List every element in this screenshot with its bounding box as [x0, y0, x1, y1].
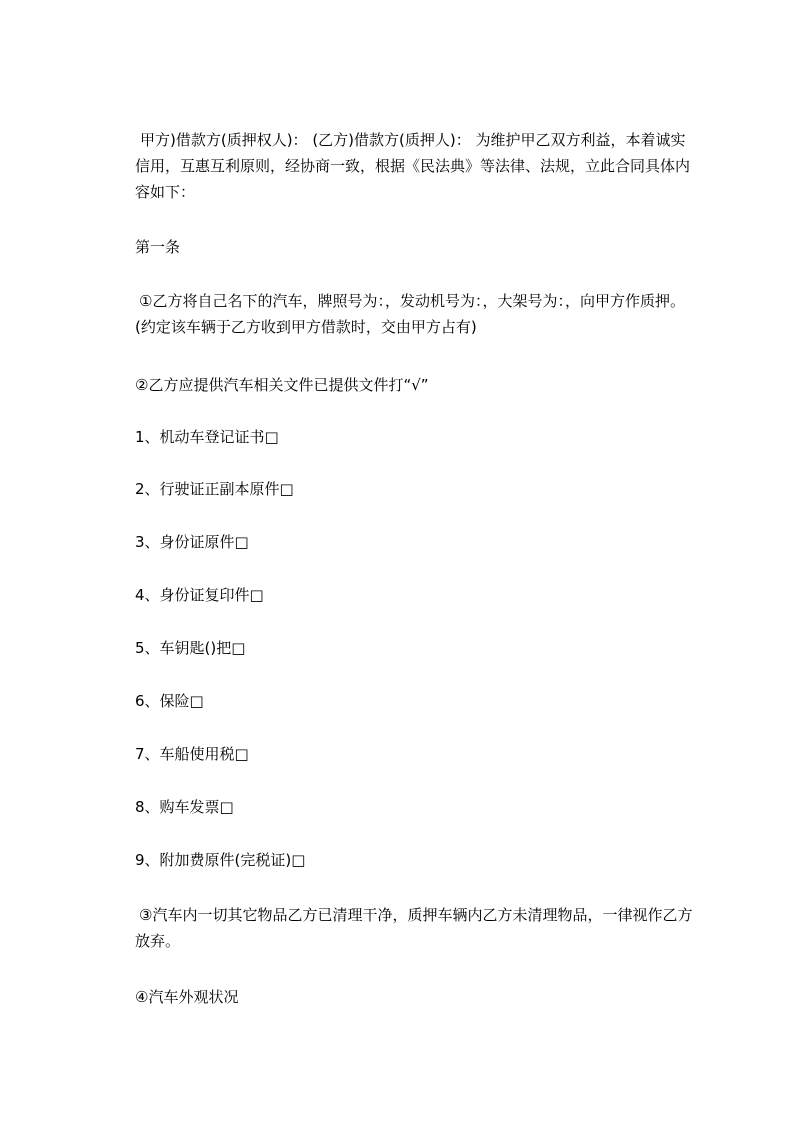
- item-8: 8、购车发票□: [135, 798, 234, 816]
- item-4: 4、身份证复印件□: [135, 586, 264, 604]
- item-9: 9、附加费原件(完税证)□: [135, 851, 306, 869]
- item-2: 2、行驶证正副本原件□: [135, 480, 294, 498]
- item-5: 5、车钥匙()把□: [135, 639, 246, 657]
- item-1: 1、机动车登记证书□: [135, 428, 279, 446]
- clause-3: ③汽车内一切其它物品乙方已清理干净，质押车辆内乙方未清理物品，一律视作乙方放弃。: [135, 906, 693, 950]
- clause-1: ①乙方将自己名下的汽车，牌照号为：，发动机号为：，大架号为：，向甲方作质押。(约定该车辆于乙方收到甲方借款时，交由甲方占有): [135, 292, 685, 336]
- item-6: 6、保险□: [135, 692, 204, 710]
- intro-paragraph: 甲方)借款方(质押权人)： (乙方)借款方(质押人)： 为维护甲乙双方利益，本着诚实信用，互惠互利原则，经协商一致，根据《民法典》等法律、法规，立此合同具体内容如下：: [135, 131, 691, 201]
- clause-4: ④汽车外观状况: [135, 988, 239, 1006]
- article-title: 第一条: [135, 238, 181, 256]
- item-3: 3、身份证原件□: [135, 533, 249, 551]
- item-7: 7、车船使用税□: [135, 745, 249, 763]
- clause-2: ②乙方应提供汽车相关文件已提供文件打“√”: [135, 376, 429, 394]
